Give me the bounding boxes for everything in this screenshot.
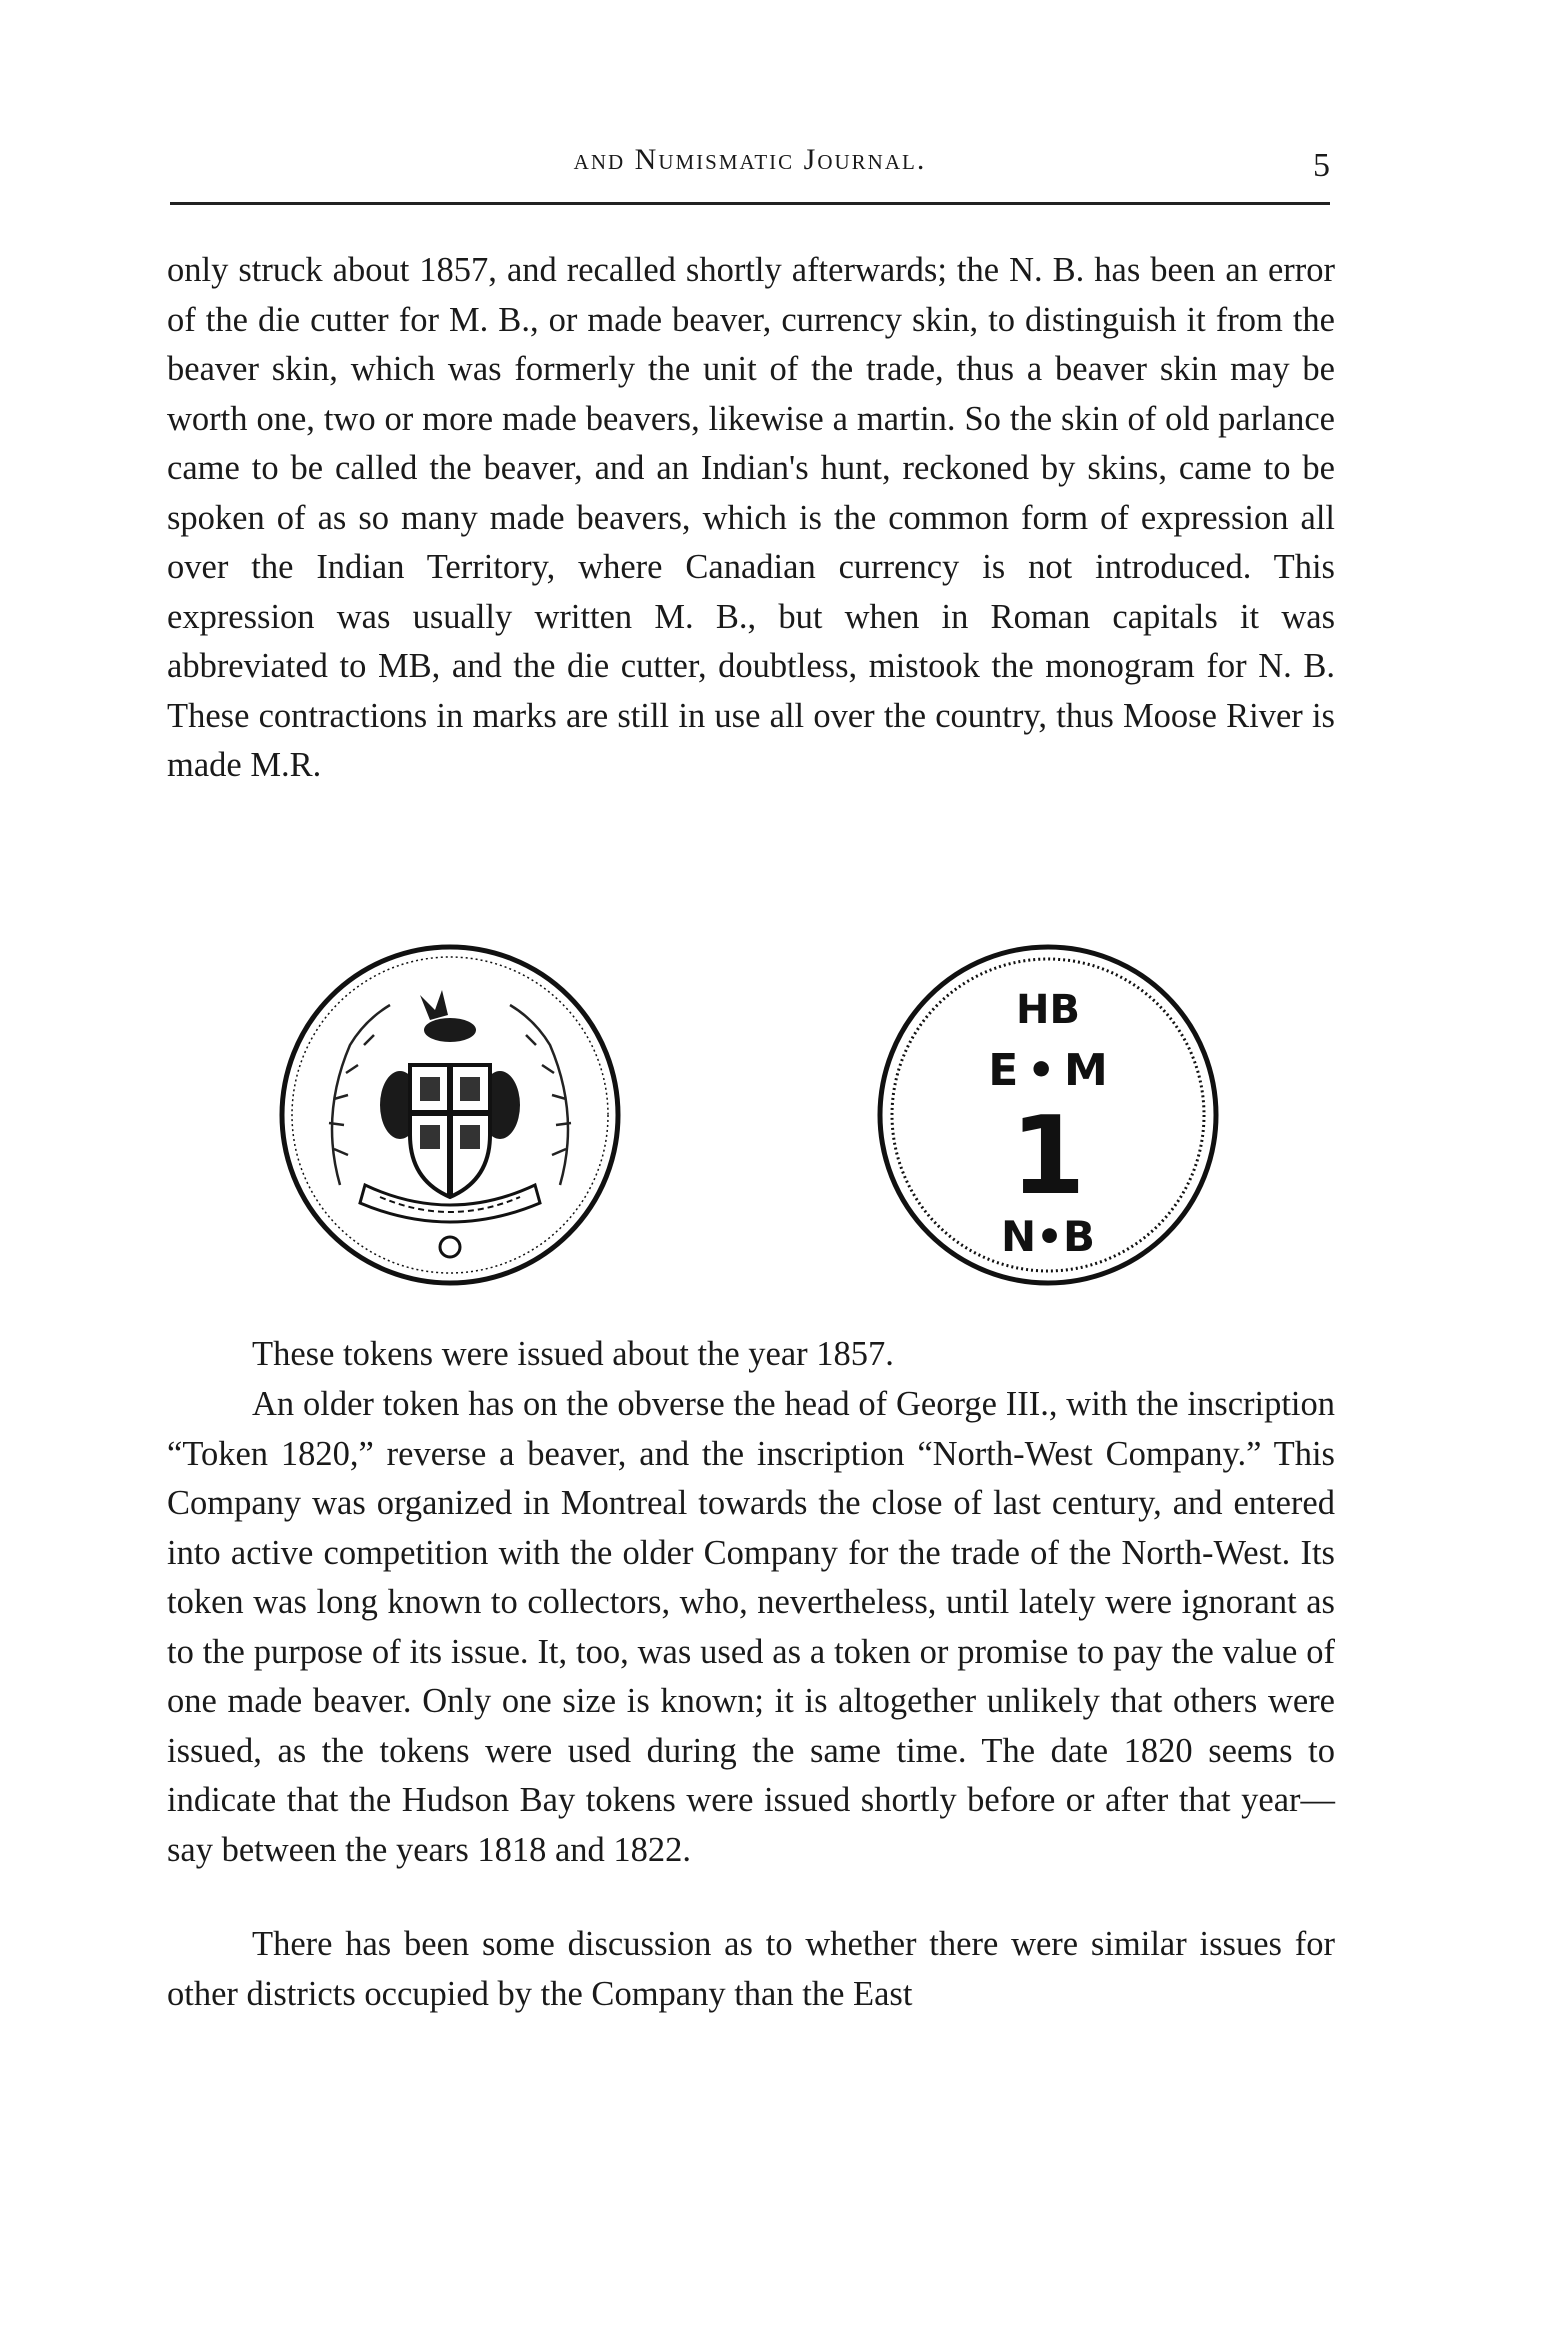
token-mark-hb: HB bbox=[1016, 987, 1080, 1033]
coat-of-arms-icon bbox=[270, 935, 630, 1295]
token-value: 1 bbox=[1010, 1094, 1086, 1219]
figure-caption bbox=[167, 1330, 1335, 1380]
paragraph-discussion-text: There has been some discussion as to whether there were similar issues for other districts occupied by the Company than the East bbox=[167, 1925, 1335, 2013]
figure-caption-text: These tokens were issued about the year 1857. bbox=[252, 1335, 894, 1373]
token-mark-nb: N•B bbox=[1000, 1212, 1096, 1261]
token-mark-em: E • M bbox=[988, 1045, 1108, 1096]
paragraph-older-token bbox=[167, 1380, 1335, 1875]
running-head bbox=[170, 143, 1330, 183]
token-obverse-coat-of-arms bbox=[270, 935, 630, 1295]
header-rule bbox=[170, 202, 1330, 205]
paragraph-continued bbox=[167, 246, 1335, 791]
token-reverse-drawing bbox=[868, 935, 1228, 1295]
paragraph-discussion bbox=[167, 1920, 1335, 2019]
token-reverse-value-one bbox=[868, 935, 1228, 1295]
running-title: and Numismatic Journal. bbox=[573, 143, 927, 176]
page-number: 5 bbox=[1313, 147, 1330, 184]
paragraph-older-token-text: An older token has on the obverse the head of George III., with the inscription “Token 1820,” reverse a beaver, and the inscription “North-West Company.” This Company was organized in Montreal towards the close of last century, and entered into active competition with the older Company for the trade of the North-West. Its token was long known to collectors, who, nevertheless, until lately were ignorant as to the purpose of its issue. It, too, was used as a token or promise to pay the value of one made beaver. Only one size is known; it is altogether unlikely that others were issued, as the tokens were used during the same time. The date 1820 seems to indicate that the Hudson Bay tokens were issued shortly before or after that year—say between the years 1818 and 1822. bbox=[167, 1385, 1335, 1869]
token-illustrations bbox=[0, 935, 1551, 1295]
paragraph-continued-text: only struck about 1857, and recalled shortly afterwards; the N. B. has been an error of the die cutter for M. B., or made beaver, currency skin, to distinguish it from the beaver skin, which was formerly the unit of the trade, thus a beaver skin may be worth one, two or more made beavers, likewise a martin. So the skin of old parlance came to be called the beaver, and an Indian's hunt, reckoned by skins, came to be spoken of as so many made beavers, which is the common form of expression all over the Indian Territory, where Canadian currency is not introduced. This expression was usually written M. B., but when in Roman capitals it was abbreviated to MB, and the die cutter, doubtless, mistook the monogram for N. B. These contractions in marks are still in use all over the country, thus Moose River is made M.R. bbox=[167, 251, 1335, 784]
